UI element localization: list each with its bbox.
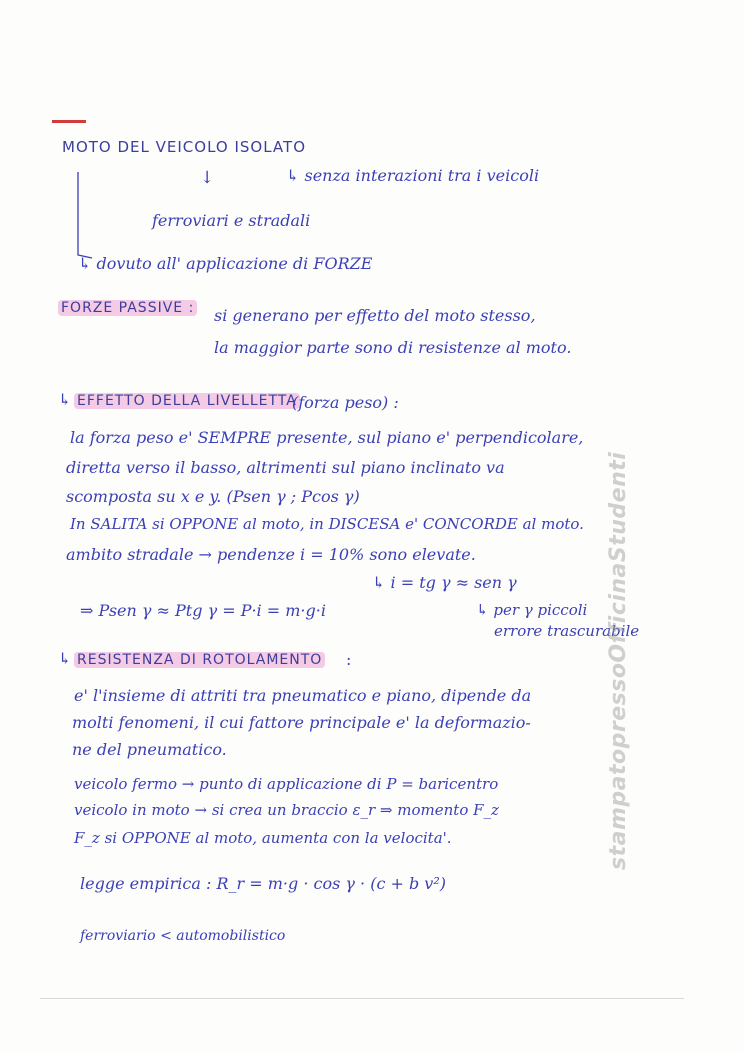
resistenza-line-2: molti fenomeni, il cui fattore principale e' la deformazio- <box>72 713 531 732</box>
effetto-forza-peso: (forza peso) : <box>292 393 399 412</box>
resistenza-colon: : <box>346 650 352 669</box>
page-bottom-rule <box>40 998 684 999</box>
effetto-line-7: ⇒ Psen γ ≈ Ptg γ = P·i = m·g·i <box>80 601 326 620</box>
title-moto-veicolo-isolato: MOTO DEL VEICOLO ISOLATO <box>62 138 306 156</box>
resistenza-line-1: e' l'insieme di attriti tra pneumatico e piano, dipende da <box>74 686 532 705</box>
resistenza-arrow-icon: ↳ <box>58 649 72 668</box>
effetto-line-9: errore trascurabile <box>494 622 640 640</box>
forze-passive-line-1: si generano per effetto del moto stesso, <box>214 306 536 325</box>
effetto-line-8: ↳ per γ piccoli <box>476 601 588 619</box>
resistenza-line-4: veicolo fermo → punto di applicazione di P = baricentro <box>74 775 499 793</box>
resistenza-line-3: ne del pneumatico. <box>72 740 227 759</box>
resistenza-line-5: veicolo in moto → si crea un braccio ε_r ⇒ momento F_z <box>74 801 499 819</box>
effetto-line-6: ↳ i = tg γ ≈ sen γ <box>372 573 517 592</box>
resistenza-rotolamento-label: RESISTENZA DI ROTOLAMENTO <box>74 652 325 668</box>
forze-passive-label: FORZE PASSIVE : <box>58 300 197 316</box>
heading-resistenza-rotolamento <box>74 652 325 668</box>
heading-effetto-livelletta <box>74 393 300 409</box>
branch-senza-interazioni: ↳ senza interazioni tra i veicoli <box>286 166 540 185</box>
watermark-text: stampatopressoOfficinaStudenti <box>606 451 631 870</box>
ferroviario-automobilistico: ferroviario < automobilistico <box>80 928 286 944</box>
effetto-line-4: In SALITA si OPPONE al moto, in DISCESA e' CONCORDE al moto. <box>70 515 584 533</box>
effetto-line-1: la forza peso e' SEMPRE presente, sul piano e' perpendicolare, <box>70 428 584 447</box>
effetto-line-5: ambito stradale → pendenze i = 10% sono elevate. <box>66 545 476 564</box>
dovuto-applicazione-forze: ↳ dovuto all' applicazione di FORZE <box>78 254 373 273</box>
left-bracket-line <box>78 172 92 258</box>
resistenza-line-6: F_z si OPPONE al moto, aumenta con la velocita'. <box>74 829 452 847</box>
heading-forze-passive <box>58 300 197 316</box>
forze-passive-line-2: la maggior parte sono di resistenze al moto. <box>214 338 572 357</box>
effetto-line-3: scomposta su x e y. (Psen γ ; Pcos γ) <box>66 487 360 506</box>
effetto-livelletta-label: EFFETTO DELLA LIVELLETTA <box>74 393 300 409</box>
effetto-line-2: diretta verso il basso, altrimenti sul piano inclinato va <box>66 458 505 477</box>
arrow-down-icon: ↓ <box>200 168 215 188</box>
legge-empirica: legge empirica : R_r = m·g · cos γ · (c + b v²) <box>80 874 446 893</box>
ferroviari-stradali: ferroviari e stradali <box>152 211 311 230</box>
effetto-arrow-icon: ↳ <box>58 390 72 409</box>
